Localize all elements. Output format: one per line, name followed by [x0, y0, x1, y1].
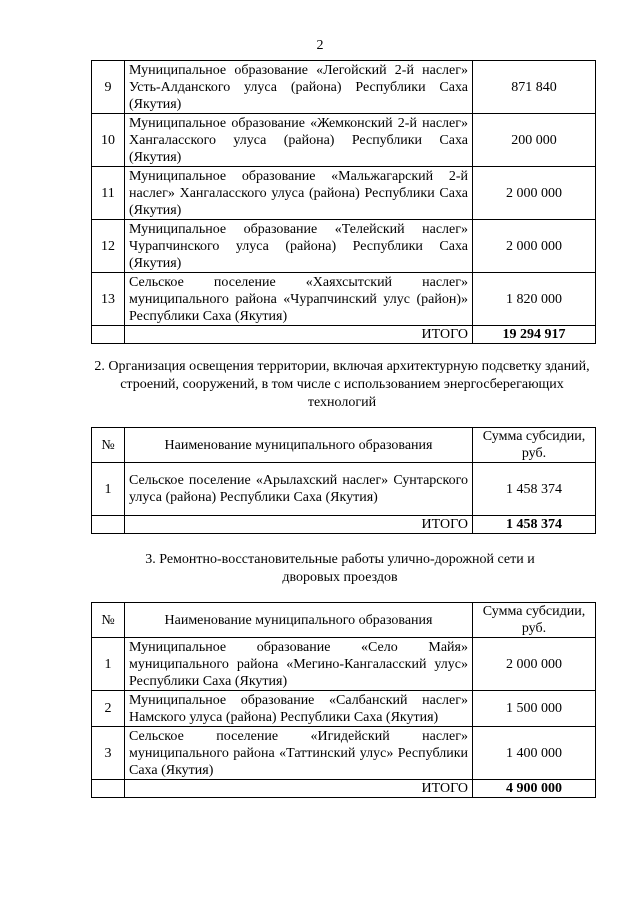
municipality-name: Муниципальное образование «Жемконский 2-й наслег» Хангаласского улуса (района) Республики Саха (Якутия) [125, 114, 473, 167]
total-value: 19 294 917 [473, 326, 596, 344]
row-number: 3 [92, 727, 125, 780]
column-header-num: № [92, 428, 125, 463]
subsidy-table-3 [91, 602, 596, 798]
row-number: 10 [92, 114, 125, 167]
subsidy-table-1 [91, 60, 596, 344]
column-header-num: № [92, 603, 125, 638]
row-number: 2 [92, 691, 125, 727]
table-row [92, 727, 596, 780]
column-header-name: Наименование муниципального образования [125, 603, 473, 638]
column-header-sum: Сумма субсидии, руб. [473, 603, 596, 638]
subsidy-amount: 1 820 000 [473, 273, 596, 326]
total-row [92, 780, 596, 798]
total-row [92, 326, 596, 344]
municipality-name: Сельское поселение «Арылахский наслег» Сунтарского улуса (района) Республики Саха (Якутия) [125, 463, 473, 516]
subsidy-amount: 2 000 000 [473, 638, 596, 691]
total-label: ИТОГО [125, 516, 473, 534]
table-row [92, 638, 596, 691]
subsidy-amount: 1 400 000 [473, 727, 596, 780]
section-heading: 2. Организация освещения территории, включая архитектурную подсветку зданий, строений, сооружений, в том числе с использованием энергосберегающих технологий [94, 359, 590, 410]
table-row [92, 220, 596, 273]
municipality-name: Муниципальное образование «Село Майя» муниципального района «Мегино-Кангаласский улус» Республики Саха (Якутия) [125, 638, 473, 691]
subsidy-amount: 2 000 000 [473, 220, 596, 273]
column-header-name: Наименование муниципального образования [125, 428, 473, 463]
row-number: 1 [92, 638, 125, 691]
table-header [92, 428, 596, 463]
subsidy-amount: 871 840 [473, 61, 596, 114]
municipality-name: Сельское поселение «Хаяхсытский наслег» муниципального района «Чурапчинский улус (район)» Республики Саха (Якутия) [125, 273, 473, 326]
row-number: 1 [92, 463, 125, 516]
table-row [92, 273, 596, 326]
total-label: ИТОГО [125, 326, 473, 344]
subsidy-amount: 2 000 000 [473, 167, 596, 220]
row-number: 11 [92, 167, 125, 220]
row-number: 12 [92, 220, 125, 273]
total-value: 1 458 374 [473, 516, 596, 534]
section-heading: 3. Ремонтно-восстановительные работы улично-дорожной сети и дворовых проездов [145, 552, 535, 585]
subsidy-amount: 1 500 000 [473, 691, 596, 727]
subsidy-table-2 [91, 427, 596, 534]
municipality-name: Сельское поселение «Игидейский наслег» муниципального района «Таттинский улус» Республики Саха (Якутия) [125, 727, 473, 780]
total-label: ИТОГО [125, 780, 473, 798]
municipality-name: Муниципальное образование «Телейский наслег» Чурапчинского улуса (района) Республики Саха (Якутия) [125, 220, 473, 273]
municipality-name: Муниципальное образование «Мальжагарский 2-й наслег» Хангаласского улуса (района) Республики Саха (Якутия) [125, 167, 473, 220]
municipality-name: Муниципальное образование «Легойский 2-й наслег» Усть-Алданского улуса (района) Республики Саха (Якутия) [125, 61, 473, 114]
total-row [92, 516, 596, 534]
table-row [92, 61, 596, 114]
table-header [92, 603, 596, 638]
row-number: 13 [92, 273, 125, 326]
municipality-name: Муниципальное образование «Салбанский наслег» Намского улуса (района) Республики Саха (Якутия) [125, 691, 473, 727]
table-row [92, 691, 596, 727]
table-row [92, 463, 596, 516]
table-row [92, 167, 596, 220]
table-row [92, 114, 596, 167]
subsidy-amount: 1 458 374 [473, 463, 596, 516]
subsidy-amount: 200 000 [473, 114, 596, 167]
row-number: 9 [92, 61, 125, 114]
page-number: 2 [316, 38, 324, 53]
total-value: 4 900 000 [473, 780, 596, 798]
column-header-sum: Сумма субсидии, руб. [473, 428, 596, 463]
